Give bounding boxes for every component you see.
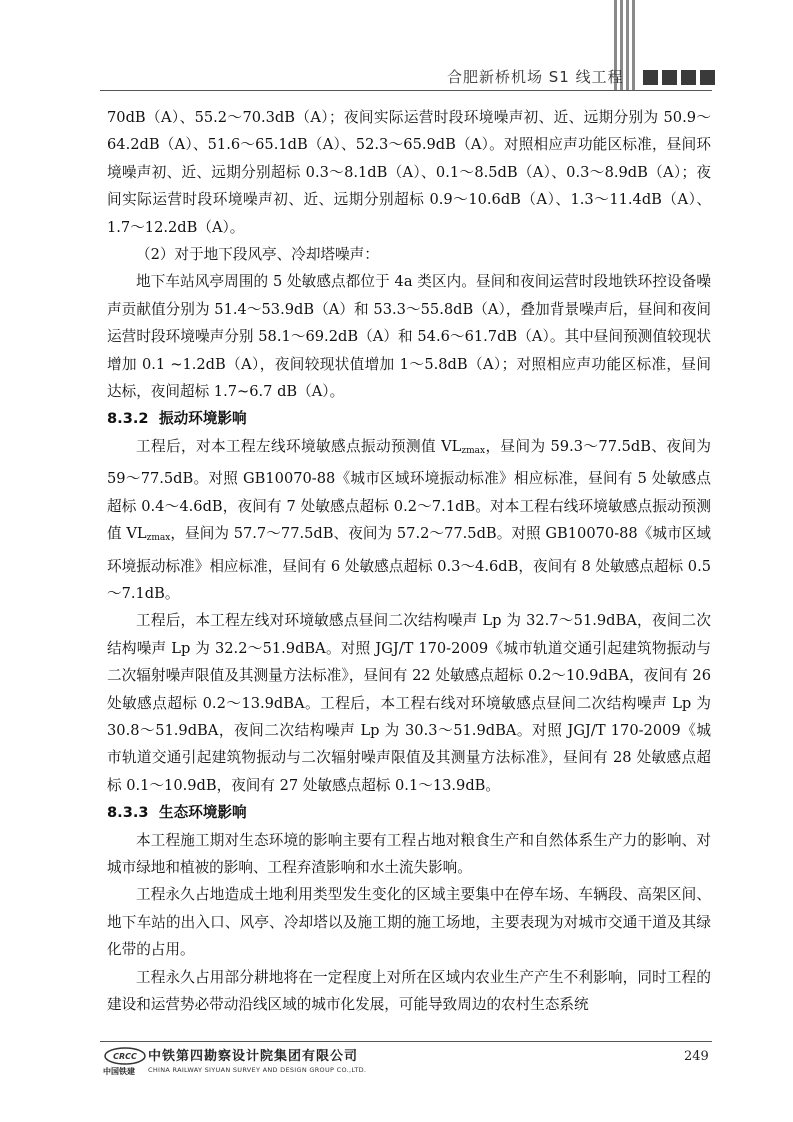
header-title: 合肥新桥机场 S1 线工程 xyxy=(447,68,624,86)
paragraph-vibration: 工程后，对本工程左线环境敏感点振动预测值 $VL_{zmax}$，昼间为 59.3～77.5dB、夜间为 59～77.5dB。对照 GB10070-88《城市区域环境振动标准》相应标准，昼间有 5 处敏感点超标 0.4～4.6dB，夜间有 7 处敏感点超标 0.2～7.1dB。对本工程右线环境敏感点振动预测值 $VL_{zmax}$，昼间为 57.7～77.5dB、夜间为 57.2～77.5dB。对照 GB10070-88《城市区域环境振动标准》相应标准，昼间有 6 处敏感点超标 0.3～4.6dB，夜间有 8 处敏感点超标 0.5～7.1dB。 xyxy=(107,437,711,602)
footer-brand: 中国铁建 xyxy=(103,1067,135,1076)
page-number: 249 xyxy=(684,1049,709,1064)
header-rule xyxy=(100,90,712,91)
paragraph-land-use: 工程永久占地造成土地利用类型发生变化的区域主要集中在停车场、车辆段、高架区间、地下车站的出入口、风亭、冷却塔以及施工期的施工场地，主要表现为对城市交通干道及其绿化带的占用。 xyxy=(107,886,711,959)
crcc-logo-icon xyxy=(103,1046,147,1066)
section-heading-ecology xyxy=(107,799,711,826)
paragraph-structure-noise: 工程后，本工程左线对环境敏感点昼间二次结构噪声 Lp 为 32.7～51.9dBA，夜间二次结构噪声 Lp 为 32.2～51.9dBA。对照 JGJ/T 170-2009《城市轨道交通引起建筑物振动与二次辐射噪声限值及其测量方法标准》，昼间有 22 处敏感点超标 0.2～10.9dBA，夜间有 26 处敏感点超标 0.2～13.9dBA。工程后，本工程右线对环境敏感点昼间二次结构噪声 Lp 为 30.8～51.9dBA，夜间二次结构噪声 Lp 为 30.3～51.9dBA。对照 JGJ/T 170-2009《城市轨道交通引起建筑物振动与二次辐射噪声限值及其测量方法标准》，昼间有 28 处敏感点超标 0.1～10.9dB，夜间有 27 处敏感点超标 0.1～13.9dB。 xyxy=(107,612,711,794)
subsection-item-ventilation: （2）对于地下段风亭、冷却塔噪声： xyxy=(136,246,379,264)
paragraph-ecology-intro: 本工程施工期对生态环境的影响主要有工程占地对粮食生产和自然体系生产力的影响、对城市绿地和植被的影响、工程弃渣影响和水土流失影响。 xyxy=(107,831,711,876)
header-decorative-squares xyxy=(643,70,715,85)
section-number: 8.3.3 xyxy=(107,804,149,822)
section-title: 生态环境影响 xyxy=(159,804,247,822)
section-number: 8.3.2 xyxy=(107,410,149,428)
footer-rule xyxy=(100,1041,712,1042)
footer-company-name: 中铁第四勘察设计院集团有限公司 xyxy=(148,1049,359,1064)
logo-text: CRCC xyxy=(113,1052,137,1061)
footer-company-name-en: CHINA RAILWAY SIYUAN SURVEY AND DESIGN GROUP CO.,LTD. xyxy=(148,1066,367,1074)
page-body xyxy=(107,104,711,1018)
paragraph-farmland: 工程永久占用部分耕地将在一定程度上对所在区域内农业生产产生不利影响，同时工程的建设和运营势必带动沿线区域的城市化发展，可能导致周边的农村生态系统 xyxy=(107,968,711,1013)
section-title: 振动环境影响 xyxy=(159,410,247,428)
paragraph-noise-continued: 70dB（A）、55.2～70.3dB（A）；夜间实际运营时段环境噪声初、近、远期分别为 50.9～64.2dB（A）、51.6～65.1dB（A）、52.3～65.9dB（A）。对照相应声功能区标准，昼间环境噪声初、近、远期分别超标 0.3～8.1dB（A）、0.1～8.5dB（A）、0.3～8.9dB（A）；夜间实际运营时段环境噪声初、近、远期分别超标 0.9～10.6dB（A）、1.3～11.4dB（A）、1.7～12.2dB（A）。 xyxy=(107,109,711,236)
paragraph-ventilation-noise: 地下车站风亭周围的 5 处敏感点都位于 4a 类区内。昼间和夜间运营时段地铁环控设备噪声贡献值分别为 51.4～53.9dB（A）和 53.3～55.8dB（A），叠加背景噪声后，昼间和夜间运营时段环境噪声分别 58.1～69.2dB（A）和 54.6～61.7dB（A）。其中昼间预测值较现状增加 0.1 ~1.2dB（A），夜间较现状值增加 1～5.8dB（A）；对照相应声功能区标准，昼间达标，夜间超标 1.7~6.7 dB（A）。 xyxy=(107,273,711,401)
section-heading-vibration xyxy=(107,405,711,432)
